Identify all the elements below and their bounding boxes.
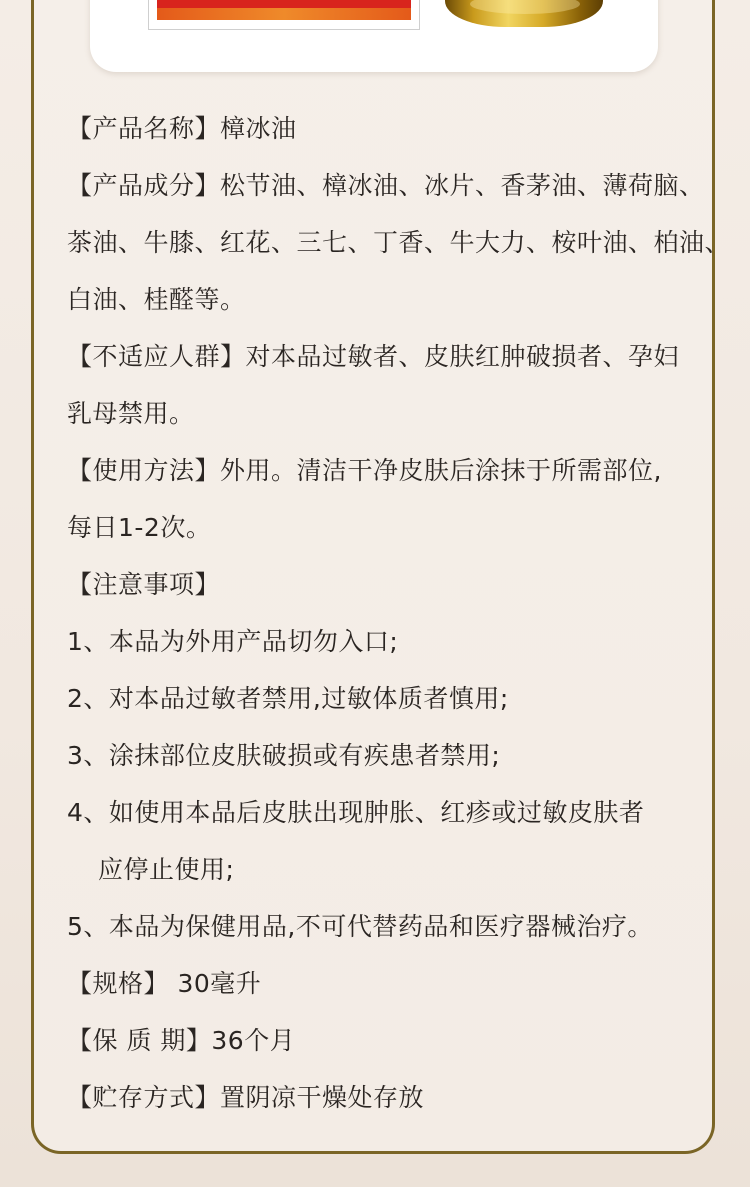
unsuitable-people-line: 乳母禁用。 [67,399,195,428]
product-box-image [148,0,420,30]
specification-line: 【规格】 30毫升 [67,969,262,998]
ingredients-line: 【产品成分】松节油、樟冰油、冰片、香茅油、薄荷脑、 [67,171,705,200]
product-name-line: 【产品名称】樟冰油 [67,114,297,143]
storage-line: 【贮存方式】置阴凉干燥处存放 [67,1083,425,1112]
precaution-item: 2、对本品过敏者禁用,过敏体质者慎用; [67,684,509,713]
product-box-stripe [157,8,411,20]
product-photo [90,0,658,72]
unsuitable-people-line: 【不适应人群】对本品过敏者、皮肤红肿破损者、孕妇 [67,342,680,371]
precaution-item: 1、本品为外用产品切勿入口; [67,627,399,656]
precaution-item-continuation: 应停止使用; [98,855,235,884]
precaution-item: 4、如使用本品后皮肤出现肿胀、红疹或过敏皮肤者 [67,798,645,827]
ingredients-line: 茶油、牛膝、红花、三七、丁香、牛大力、桉叶油、柏油、 [67,228,731,257]
product-info [67,100,731,1126]
shelf-life-line: 【保 质 期】36个月 [67,1026,296,1055]
precaution-item: 5、本品为保健用品,不可代替药品和医疗器械治疗。 [67,912,653,941]
precaution-item: 3、涂抹部位皮肤破损或有疾患者禁用; [67,741,501,770]
precautions-heading: 【注意事项】 [67,570,221,599]
usage-line: 每日1-2次。 [67,513,212,542]
ingredients-line: 白油、桂醛等。 [67,285,246,314]
usage-line: 【使用方法】外用。清洁干净皮肤后涂抹于所需部位, [67,456,662,485]
